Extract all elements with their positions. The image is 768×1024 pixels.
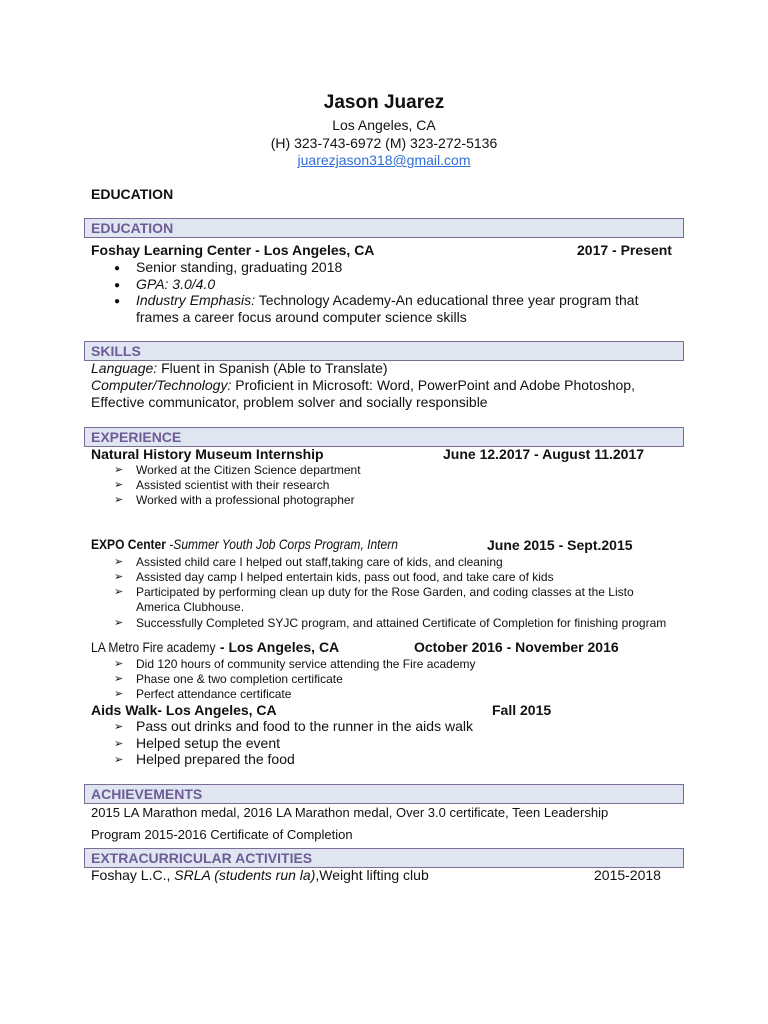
achievements-section-title: ACHIEVEMENTS bbox=[91, 786, 203, 802]
candidate-email-link[interactable]: juarezjason318@gmail.com bbox=[297, 152, 471, 168]
education-school: Foshay Learning Center - Los Angeles, CA bbox=[91, 242, 375, 258]
job-title: Natural History Museum Internship bbox=[91, 446, 324, 462]
arrow-bullet-icon: ➢ bbox=[114, 586, 124, 598]
experience-section-bar bbox=[84, 427, 684, 447]
education-emphasis: Industry Emphasis: Technology Academy-An educational three year program that bbox=[136, 292, 639, 308]
arrow-bullet-icon: ➢ bbox=[114, 688, 124, 700]
job-bullet: Perfect attendance certificate bbox=[136, 687, 292, 701]
job-dates: Fall 2015 bbox=[492, 702, 552, 718]
arrow-bullet-icon: ➢ bbox=[114, 738, 124, 750]
arrow-bullet-icon: ➢ bbox=[114, 754, 124, 766]
extracurricular-section-title: EXTRACURRICULAR ACTIVITIES bbox=[91, 850, 313, 866]
job-bullet: Pass out drinks and food to the runner in the aids walk bbox=[136, 718, 473, 734]
job-bullet: Successfully Completed SYJC program, and attained Certificate of Completion for finishing program bbox=[136, 616, 667, 630]
skills-section-bar bbox=[84, 341, 684, 361]
skills-soft: Effective communicator, problem solver and socially responsible bbox=[91, 394, 488, 410]
arrow-bullet-icon: ➢ bbox=[114, 571, 124, 583]
job-bullet: Helped prepared the food bbox=[136, 751, 295, 767]
top-heading: EDUCATION bbox=[91, 186, 174, 202]
bullet-dot-icon: ● bbox=[114, 263, 121, 274]
arrow-bullet-icon: ➢ bbox=[114, 494, 124, 506]
education-bullet: Senior standing, graduating 2018 bbox=[136, 259, 343, 275]
job-title: Aids Walk- Los Angeles, CA bbox=[91, 702, 277, 718]
job-bullet: Helped setup the event bbox=[136, 735, 280, 751]
education-gpa: GPA: 3.0/4.0 bbox=[136, 276, 216, 292]
skills-computer: Computer/Technology: Proficient in Microsoft: Word, PowerPoint and Adobe Photoshop, bbox=[91, 377, 635, 393]
job-bullet: Worked with a professional photographer bbox=[136, 493, 355, 507]
education-emphasis-cont: frames a career focus around computer science skills bbox=[136, 309, 467, 325]
arrow-bullet-icon: ➢ bbox=[114, 556, 124, 568]
job-bullet: Did 120 hours of community service attending the Fire academy bbox=[136, 657, 476, 671]
arrow-bullet-icon: ➢ bbox=[114, 464, 124, 476]
candidate-phones: (H) 323-743-6972 (M) 323-272-5136 bbox=[270, 135, 498, 151]
job-bullet: Worked at the Citizen Science department bbox=[136, 463, 361, 477]
job-title: EXPO Center -Summer Youth Job Corps Program, Intern bbox=[91, 536, 398, 552]
job-bullet: Assisted day camp I helped entertain kids, pass out food, and take care of kids bbox=[136, 570, 554, 584]
extracurricular-dates: 2015-2018 bbox=[594, 867, 661, 883]
candidate-name: Jason Juarez bbox=[323, 92, 445, 113]
achievements-section-bar bbox=[84, 784, 684, 804]
arrow-bullet-icon: ➢ bbox=[114, 721, 124, 733]
bullet-dot-icon: ● bbox=[114, 280, 121, 291]
job-dates: October 2016 - November 2016 bbox=[414, 639, 619, 655]
job-bullet: Phase one & two completion certificate bbox=[136, 672, 343, 686]
arrow-bullet-icon: ➢ bbox=[114, 479, 124, 491]
job-bullet: Assisted child care I helped out staff,taking care of kids, and cleaning bbox=[136, 555, 503, 569]
job-dates: June 2015 - Sept.2015 bbox=[487, 537, 633, 553]
bullet-dot-icon: ● bbox=[114, 296, 121, 307]
achievements-line: 2015 LA Marathon medal, 2016 LA Marathon medal, Over 3.0 certificate, Teen Leadership bbox=[91, 805, 609, 820]
skills-language: Language: Fluent in Spanish (Able to Translate) bbox=[91, 360, 388, 376]
experience-section-title: EXPERIENCE bbox=[91, 429, 182, 445]
candidate-location: Los Angeles, CA bbox=[332, 117, 436, 133]
arrow-bullet-icon: ➢ bbox=[114, 658, 124, 670]
job-bullet: Assisted scientist with their research bbox=[136, 478, 330, 492]
job-bullet: Participated by performing clean up duty for the Rose Garden, and coding classes at the Listo bbox=[136, 585, 634, 599]
extracurricular-section-bar bbox=[84, 848, 684, 868]
arrow-bullet-icon: ➢ bbox=[114, 673, 124, 685]
education-section-bar bbox=[84, 218, 684, 238]
job-bullet-cont: America Clubhouse. bbox=[136, 600, 245, 614]
skills-section-title: SKILLS bbox=[91, 343, 141, 359]
arrow-bullet-icon: ➢ bbox=[114, 617, 124, 629]
achievements-line: Program 2015-2016 Certificate of Completion bbox=[91, 827, 353, 842]
extracurricular-activities: Foshay L.C., SRLA (students run la),Weight lifting club bbox=[91, 867, 429, 883]
job-dates: June 12.2017 - August 11.2017 bbox=[443, 446, 645, 462]
education-section-title: EDUCATION bbox=[91, 220, 174, 236]
education-dates: 2017 - Present bbox=[577, 242, 672, 258]
job-title: LA Metro Fire academy - Los Angeles, CA bbox=[91, 639, 340, 655]
